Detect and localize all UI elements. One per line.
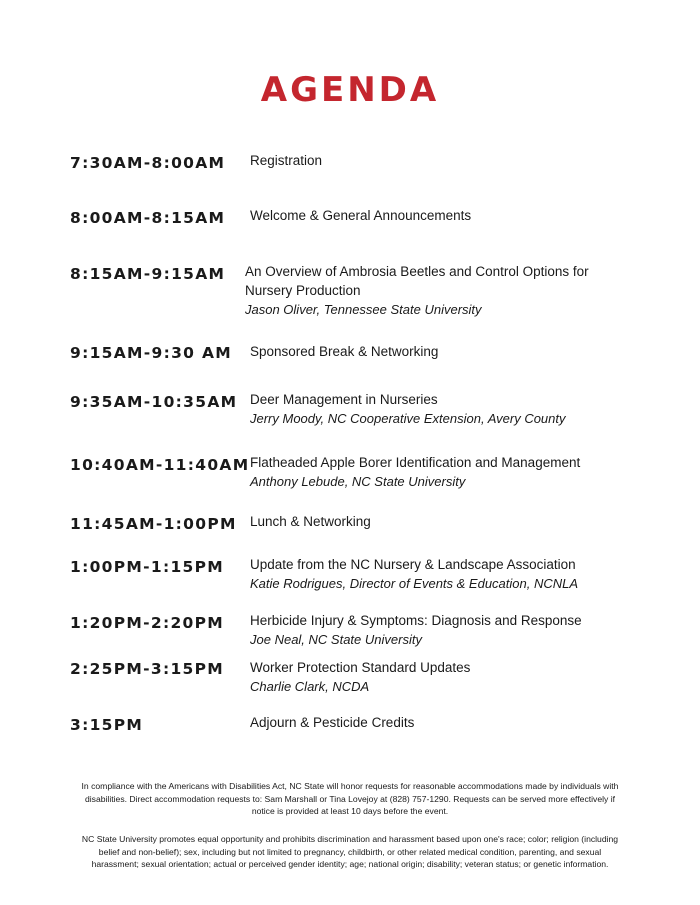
agenda-session-title: Worker Protection Standard Updates <box>250 660 471 675</box>
agenda-session-title: Deer Management in Nurseries <box>250 392 438 407</box>
agenda-session-title: Flatheaded Apple Borer Identification and Management <box>250 455 581 470</box>
agenda-details <box>250 555 670 593</box>
agenda-speaker: Jerry Moody, NC Cooperative Extension, Avery County <box>250 411 566 426</box>
agenda-speaker: Charlie Clark, NCDA <box>250 679 370 694</box>
agenda-time: 8:15AM-9:15AM <box>70 265 226 283</box>
agenda-speaker: Joe Neal, NC State University <box>250 632 422 647</box>
ada-notice: In compliance with the Americans with Disabilities Act, NC State will honor requests for reasonable accommodations made by individuals with disabilities. Direct accommodation requests to: Sam Marshall or Tina Lovejoy at (828) 757-1290. Requests can be served more effectively if notice is provided at least 10 days before the event. <box>81 781 619 816</box>
agenda-session-title: Lunch & Networking <box>250 514 371 529</box>
agenda-time: 9:15AM-9:30 AM <box>70 344 232 362</box>
agenda-speaker: Jason Oliver, Tennessee State University <box>245 302 482 317</box>
agenda-session-title: An Overview of Ambrosia Beetles and Control Options for Nursery Production <box>245 264 589 298</box>
agenda-details <box>250 611 670 649</box>
agenda-session-title: Sponsored Break & Networking <box>250 344 439 359</box>
agenda-time: 10:40AM-11:40AM <box>70 456 250 474</box>
agenda-session-title: Registration <box>250 153 323 168</box>
agenda-session-title: Herbicide Injury & Symptoms: Diagnosis and Response <box>250 613 582 628</box>
agenda-time: 3:15PM <box>70 716 144 734</box>
agenda-time: 1:20PM-2:20PM <box>70 614 225 632</box>
agenda-details <box>245 262 615 319</box>
agenda-details <box>250 453 670 491</box>
agenda-session-title: Welcome & General Announcements <box>250 208 472 223</box>
agenda-time: 1:00PM-1:15PM <box>70 558 225 576</box>
agenda-speaker: Anthony Lebude, NC State University <box>250 474 466 489</box>
agenda-details <box>250 390 670 428</box>
agenda-session-title: Adjourn & Pesticide Credits <box>250 715 415 730</box>
agenda-time: 11:45AM-1:00PM <box>70 515 237 533</box>
agenda-details <box>250 658 670 696</box>
agenda-time: 9:35AM-10:35AM <box>70 393 238 411</box>
page-title: AGENDA <box>260 70 440 110</box>
equal-opportunity-statement: NC State University promotes equal opportunity and prohibits discrimination and harassment based upon one's race; color; religion (including belief and non-belief); sex, including but not limited to pregnancy, childbirth, or other related medical condition, parenting, and sexual harassment; sexual orientation; actual or perceived gender identity; age; national origin; disability; veteran status; or genetic information. <box>81 834 619 869</box>
agenda-time: 8:00AM-8:15AM <box>70 209 226 227</box>
agenda-details <box>250 512 670 531</box>
agenda-details <box>250 151 670 170</box>
agenda-speaker: Katie Rodrigues, Director of Events & Education, NCNLA <box>250 576 579 591</box>
agenda-details <box>250 206 670 225</box>
agenda-time: 2:25PM-3:15PM <box>70 660 225 678</box>
agenda-details <box>250 713 670 732</box>
agenda-time: 7:30AM-8:00AM <box>70 154 226 172</box>
agenda-session-title: Update from the NC Nursery & Landscape Association <box>250 557 576 572</box>
agenda-details <box>250 342 670 361</box>
